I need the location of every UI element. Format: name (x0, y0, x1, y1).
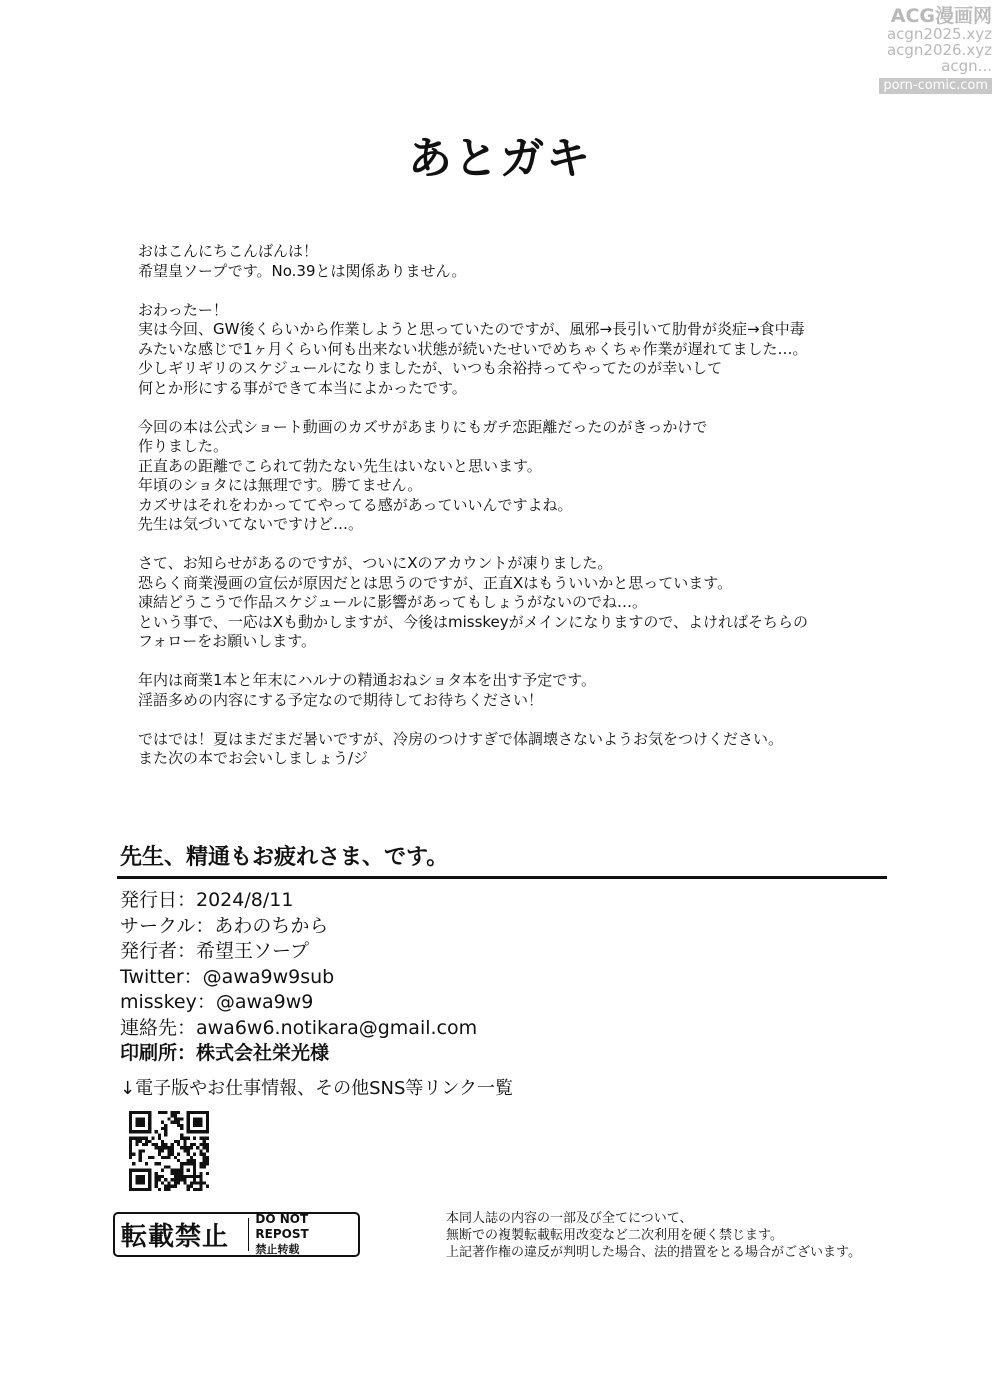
afterword-line: 作りました。 (138, 437, 229, 455)
afterword-paragraph (138, 242, 898, 281)
afterword-paragraph (138, 554, 898, 652)
afterword-line: フォローをお願いします。 (138, 632, 317, 650)
watermark-brand: ACG漫画网 (890, 5, 992, 27)
repost-badge-separator (248, 1218, 250, 1251)
copyright-notice (446, 1210, 861, 1261)
afterword-line: 年頃のショタには無理です。勝てません。 (138, 476, 423, 494)
watermark-badge: porn-comic.com (879, 78, 992, 94)
copyright-notice-line: 無断での複製転載転用改変など二次利用を硬く禁じます。 (446, 1228, 783, 1243)
colophon-publisher: 発行者：希望王ソープ (120, 940, 310, 962)
afterword-paragraph (138, 418, 898, 535)
afterword-paragraph (138, 730, 898, 769)
afterword-line: 希望皇ソープです。No.39とは関係ありません。 (138, 261, 467, 280)
colophon-contact: 連絡先：awa6w6.notikara@gmail.com (120, 1016, 478, 1039)
repost-badge-main: 転載禁止 (121, 1222, 230, 1252)
watermark (832, 6, 992, 94)
afterword-line: 正直あの距離でこられて勃たない先生はいないと思います。 (138, 456, 542, 475)
afterword-line: ではでは！夏はまだまだ暑いですが、冷房のつけすぎで体調壊さないようお気をつけください。 (138, 729, 784, 748)
watermark-domain: acgn2026.xyz (886, 41, 992, 59)
afterword-line: さて、お知らせがあるのですが、ついにXのアカウントが凍りました。 (138, 554, 613, 572)
afterword-line: 恐らく商業漫画の宣伝が原因だとは思うのですが、正直Xはもういいかと思っています。 (138, 573, 733, 592)
afterword-line: また次の本でお会いしましょう/ジ (138, 749, 369, 767)
repost-badge-english: DO NOT REPOST (255, 1212, 309, 1241)
afterword-line: みたいな感じで1ヶ月くらい何も出来ない状態が続いたせいでめちゃくちゃ作業が遅れてました…。 (138, 339, 808, 358)
copyright-notice-line: 上記著作権の違反が判明した場合、法的措置をとる場合がございます。 (446, 1245, 861, 1260)
colophon-twitter: Twitter：@awa9w9sub (120, 965, 335, 988)
afterword-line: 今回の本は公式ショート動画のカズサがあまりにもガチ恋距離だったのがきっかけで (138, 417, 708, 436)
divider (117, 876, 887, 879)
afterword-line: 年内は商業1本と年末にハルナの精通おねショタ本を出す予定です。 (138, 671, 597, 689)
afterword-paragraph (138, 301, 898, 399)
colophon-circle: サークル：あわのちから (120, 914, 329, 937)
afterword-line: 何とか形にする事ができて本当によかったです。 (138, 378, 467, 397)
afterword-line: カズサはそれをわかっててやってる感があっていいんですよね。 (138, 495, 573, 514)
page-title: あとガキ (408, 133, 592, 184)
afterword-line: 少しギリギリのスケジュールになりましたが、いつも余裕持ってやってたのが幸いして (138, 359, 723, 377)
colophon-printer: 印刷所：株式会社栄光様 (120, 1042, 330, 1064)
links-label: ↓電子版やお仕事情報、その他SNS等リンク一覧 (120, 1078, 514, 1099)
afterword-line: 実は今回、GW後くらいから作業しようと思っていたのですが、風邪→長引いて肋骨が炎症→食中毒 (138, 320, 805, 338)
repost-badge-chinese: 禁止转载 (255, 1243, 300, 1256)
watermark-domain: acgn... (941, 57, 992, 75)
colophon (120, 888, 477, 1067)
afterword-line: 淫語多めの内容にする予定なので期待してお待ちください！ (138, 690, 544, 709)
do-not-repost-badge (113, 1212, 360, 1257)
colophon-misskey: misskey：@awa9w9 (120, 991, 314, 1013)
book-title: 先生、精通もお疲れさま、です。 (120, 845, 449, 870)
afterword-paragraph (138, 671, 898, 710)
afterword-line: 先生は気づいてないですけど…。 (138, 515, 364, 533)
afterword-line: 凍結どうこうで作品スケジュールに影響があってもしょうがないのでね…。 (138, 593, 647, 611)
afterword-line: おはこんにちこんばんは！ (138, 242, 319, 260)
afterword-body (138, 242, 898, 788)
colophon-issue-date: 発行日：2024/8/11 (120, 889, 294, 911)
qr-code-icon[interactable] (129, 1111, 209, 1191)
copyright-notice-line: 本同人誌の内容の一部及び全てについて、 (446, 1211, 693, 1226)
afterword-line: おわったー！ (138, 300, 228, 319)
watermark-domain: acgn2025.xyz (886, 25, 992, 43)
afterword-line: という事で、一応はXも動かしますが、今後はmisskeyがメインになりますので、よければそちらの (138, 612, 809, 631)
